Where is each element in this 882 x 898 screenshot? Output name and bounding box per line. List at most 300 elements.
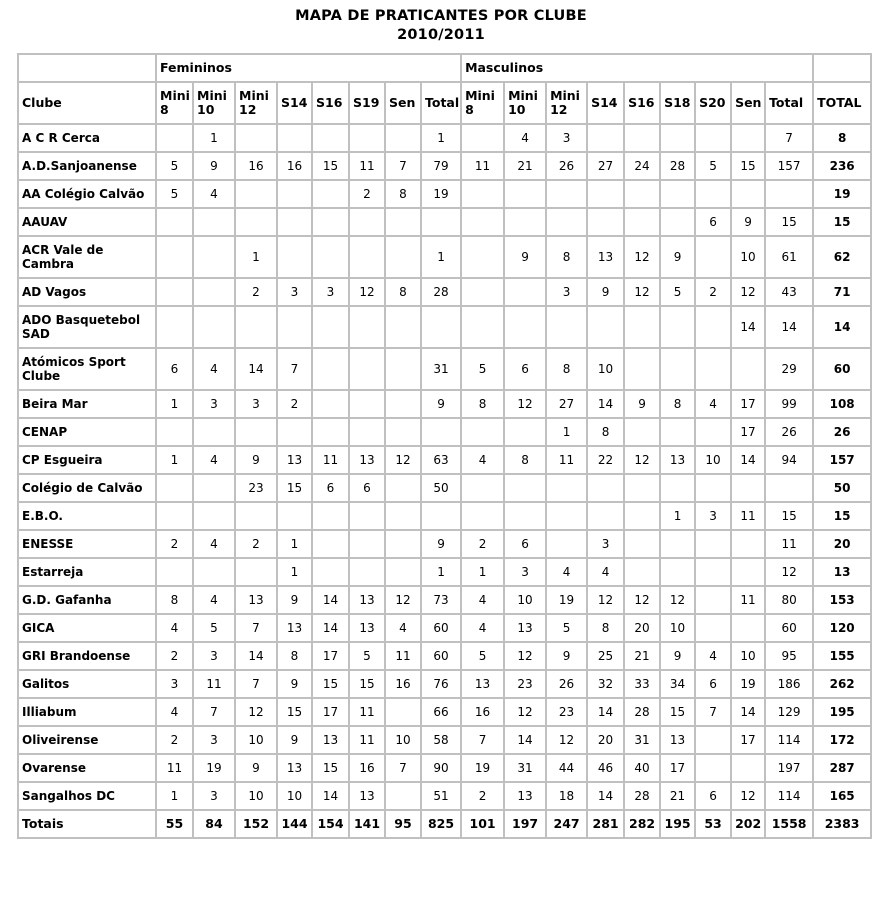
club-name: Ovarense	[18, 754, 156, 782]
cell-masculinos-5: 9	[660, 642, 695, 670]
cell-masculinos-3	[587, 124, 624, 152]
cell-masculinos-5: 5	[660, 278, 695, 306]
cell-femininos-5: 11	[349, 698, 385, 726]
club-name: Oliveirense	[18, 726, 156, 754]
cell-masculinos-8: 7	[765, 124, 813, 152]
cell-femininos-2	[235, 124, 277, 152]
cell-femininos-2: 14	[235, 642, 277, 670]
cell-femininos-0	[156, 474, 193, 502]
cell-femininos-4: 17	[312, 698, 349, 726]
cell-masculinos-4: 28	[624, 782, 660, 810]
cell-masculinos-5: 10	[660, 614, 695, 642]
cell-masculinos-8: 43	[765, 278, 813, 306]
table-row	[18, 124, 871, 152]
cell-femininos-7: 79	[421, 152, 461, 180]
cell-grand-total: 15	[813, 208, 871, 236]
cell-masculinos-2: 23	[546, 698, 587, 726]
cell-grand-total: 13	[813, 558, 871, 586]
column-header-femininos-0: Mini 8	[156, 82, 193, 124]
cell-femininos-0: 2	[156, 726, 193, 754]
cell-femininos-6	[385, 390, 421, 418]
cell-femininos-1	[193, 474, 235, 502]
cell-femininos-7	[421, 306, 461, 348]
cell-masculinos-7: 10	[731, 236, 765, 278]
cell-femininos-2: 2	[235, 530, 277, 558]
cell-masculinos-8	[765, 180, 813, 208]
cell-masculinos-2	[546, 502, 587, 530]
cell-masculinos-6	[695, 558, 731, 586]
cell-femininos-2: 23	[235, 474, 277, 502]
cell-masculinos-3: 4	[587, 558, 624, 586]
cell-masculinos-4: 28	[624, 698, 660, 726]
totals-row	[18, 810, 871, 838]
cell-femininos-1	[193, 502, 235, 530]
club-name: AD Vagos	[18, 278, 156, 306]
cell-masculinos-6: 10	[695, 446, 731, 474]
cell-masculinos-0	[461, 208, 504, 236]
cell-femininos-6	[385, 418, 421, 446]
cell-masculinos-0	[461, 502, 504, 530]
total-femininos-6: 95	[385, 810, 421, 838]
cell-femininos-0: 5	[156, 180, 193, 208]
cell-femininos-4	[312, 530, 349, 558]
table-row	[18, 474, 871, 502]
cell-masculinos-5: 8	[660, 390, 695, 418]
cell-femininos-0: 4	[156, 614, 193, 642]
cell-masculinos-8: 26	[765, 418, 813, 446]
cell-femininos-5	[349, 236, 385, 278]
cell-femininos-7: 60	[421, 614, 461, 642]
cell-femininos-1	[193, 306, 235, 348]
cell-grand-total: 195	[813, 698, 871, 726]
cell-masculinos-3: 32	[587, 670, 624, 698]
cell-masculinos-6	[695, 530, 731, 558]
cell-femininos-1: 7	[193, 698, 235, 726]
cell-femininos-4	[312, 502, 349, 530]
table-row	[18, 390, 871, 418]
cell-masculinos-2: 44	[546, 754, 587, 782]
cell-femininos-1: 4	[193, 586, 235, 614]
cell-femininos-3: 2	[277, 390, 312, 418]
cell-femininos-3: 1	[277, 530, 312, 558]
table-row	[18, 754, 871, 782]
group-header-row	[18, 54, 871, 82]
cell-femininos-0	[156, 306, 193, 348]
cell-masculinos-8: 114	[765, 782, 813, 810]
title-line-1: MAPA DE PRATICANTES POR CLUBE	[295, 8, 587, 24]
cell-grand-total: 120	[813, 614, 871, 642]
table-row	[18, 782, 871, 810]
total-masculinos-2: 247	[546, 810, 587, 838]
cell-femininos-2: 3	[235, 390, 277, 418]
cell-masculinos-1	[504, 278, 546, 306]
cell-masculinos-8: 99	[765, 390, 813, 418]
cell-masculinos-3: 14	[587, 698, 624, 726]
cell-masculinos-6	[695, 754, 731, 782]
club-name: GRI Brandoense	[18, 642, 156, 670]
cell-masculinos-3: 8	[587, 614, 624, 642]
cell-femininos-2	[235, 306, 277, 348]
cell-masculinos-6: 7	[695, 698, 731, 726]
cell-femininos-0: 3	[156, 670, 193, 698]
cell-femininos-2	[235, 208, 277, 236]
cell-masculinos-2: 19	[546, 586, 587, 614]
cell-femininos-7: 9	[421, 530, 461, 558]
cell-femininos-7: 58	[421, 726, 461, 754]
cell-grand-total: 287	[813, 754, 871, 782]
cell-masculinos-4	[624, 530, 660, 558]
cell-femininos-5: 16	[349, 754, 385, 782]
cell-femininos-6	[385, 698, 421, 726]
column-header-masculinos-3: S14	[587, 82, 624, 124]
column-header-femininos-3: S14	[277, 82, 312, 124]
total-masculinos-6: 53	[695, 810, 731, 838]
column-header-femininos-6: Sen	[385, 82, 421, 124]
cell-masculinos-0: 4	[461, 446, 504, 474]
cell-femininos-5: 11	[349, 152, 385, 180]
cell-grand-total: 50	[813, 474, 871, 502]
cell-masculinos-4: 12	[624, 446, 660, 474]
club-name: Atómicos Sport Clube	[18, 348, 156, 390]
cell-femininos-0	[156, 558, 193, 586]
cell-femininos-5: 5	[349, 642, 385, 670]
cell-masculinos-7	[731, 530, 765, 558]
total-grand-total: 2383	[813, 810, 871, 838]
cell-femininos-3: 9	[277, 726, 312, 754]
cell-femininos-6	[385, 208, 421, 236]
cell-masculinos-0: 4	[461, 586, 504, 614]
cell-femininos-4: 15	[312, 670, 349, 698]
cell-masculinos-1: 12	[504, 698, 546, 726]
cell-femininos-2	[235, 502, 277, 530]
cell-masculinos-2: 26	[546, 152, 587, 180]
cell-femininos-7	[421, 502, 461, 530]
cell-femininos-5	[349, 348, 385, 390]
cell-masculinos-7: 14	[731, 446, 765, 474]
cell-masculinos-1: 4	[504, 124, 546, 152]
cell-femininos-4: 14	[312, 782, 349, 810]
cell-masculinos-8: 15	[765, 208, 813, 236]
cell-masculinos-7: 11	[731, 586, 765, 614]
cell-masculinos-0: 7	[461, 726, 504, 754]
cell-masculinos-2	[546, 208, 587, 236]
cell-masculinos-7: 17	[731, 390, 765, 418]
column-header-masculinos-5: S18	[660, 82, 695, 124]
cell-femininos-4: 3	[312, 278, 349, 306]
cell-masculinos-4	[624, 208, 660, 236]
cell-masculinos-7: 19	[731, 670, 765, 698]
cell-femininos-3: 13	[277, 754, 312, 782]
cell-femininos-5: 12	[349, 278, 385, 306]
cell-femininos-6	[385, 502, 421, 530]
cell-masculinos-8: 94	[765, 446, 813, 474]
cell-masculinos-4	[624, 474, 660, 502]
club-name: A.D.Sanjoanense	[18, 152, 156, 180]
cell-masculinos-2	[546, 530, 587, 558]
cell-femininos-0: 1	[156, 446, 193, 474]
cell-femininos-6: 12	[385, 446, 421, 474]
table-row	[18, 670, 871, 698]
club-name: E.B.O.	[18, 502, 156, 530]
cell-femininos-2: 13	[235, 586, 277, 614]
cell-femininos-7: 51	[421, 782, 461, 810]
cell-masculinos-5: 28	[660, 152, 695, 180]
cell-femininos-2	[235, 180, 277, 208]
cell-masculinos-5: 17	[660, 754, 695, 782]
cell-femininos-2: 9	[235, 754, 277, 782]
cell-masculinos-5: 1	[660, 502, 695, 530]
cell-grand-total: 62	[813, 236, 871, 278]
cell-masculinos-0: 1	[461, 558, 504, 586]
table-row	[18, 306, 871, 348]
total-femininos-3: 144	[277, 810, 312, 838]
cell-femininos-3: 16	[277, 152, 312, 180]
table-row	[18, 502, 871, 530]
cell-masculinos-0: 2	[461, 530, 504, 558]
cell-femininos-6: 8	[385, 278, 421, 306]
cell-femininos-4: 14	[312, 586, 349, 614]
cell-femininos-6: 11	[385, 642, 421, 670]
cell-masculinos-5	[660, 558, 695, 586]
cell-femininos-7: 76	[421, 670, 461, 698]
table-row	[18, 278, 871, 306]
group-header-femininos: Femininos	[156, 54, 461, 82]
cell-masculinos-4: 12	[624, 586, 660, 614]
cell-masculinos-5: 15	[660, 698, 695, 726]
cell-masculinos-8	[765, 474, 813, 502]
cell-masculinos-3: 25	[587, 642, 624, 670]
cell-masculinos-6	[695, 180, 731, 208]
cell-masculinos-3: 10	[587, 348, 624, 390]
cell-masculinos-1: 9	[504, 236, 546, 278]
cell-masculinos-7	[731, 754, 765, 782]
column-header-masculinos-6: S20	[695, 82, 731, 124]
table-row	[18, 586, 871, 614]
cell-grand-total: 8	[813, 124, 871, 152]
total-masculinos-7: 202	[731, 810, 765, 838]
cell-femininos-6	[385, 236, 421, 278]
cell-masculinos-5	[660, 306, 695, 348]
cell-femininos-0: 2	[156, 530, 193, 558]
cell-femininos-4	[312, 390, 349, 418]
club-name: ADO Basquetebol SAD	[18, 306, 156, 348]
cell-grand-total: 19	[813, 180, 871, 208]
cell-femininos-0: 4	[156, 698, 193, 726]
cell-masculinos-4: 12	[624, 278, 660, 306]
cell-masculinos-2: 5	[546, 614, 587, 642]
cell-masculinos-6: 4	[695, 390, 731, 418]
cell-masculinos-6	[695, 474, 731, 502]
cell-masculinos-5	[660, 530, 695, 558]
cell-femininos-6	[385, 558, 421, 586]
cell-femininos-6: 10	[385, 726, 421, 754]
cell-femininos-6: 4	[385, 614, 421, 642]
cell-femininos-1	[193, 558, 235, 586]
cell-femininos-3: 9	[277, 670, 312, 698]
cell-masculinos-8: 29	[765, 348, 813, 390]
cell-masculinos-1: 31	[504, 754, 546, 782]
cell-masculinos-2: 8	[546, 236, 587, 278]
cell-masculinos-6	[695, 306, 731, 348]
cell-masculinos-3: 22	[587, 446, 624, 474]
column-header-femininos-5: S19	[349, 82, 385, 124]
club-name: Galitos	[18, 670, 156, 698]
club-name: Illiabum	[18, 698, 156, 726]
table-body	[18, 124, 871, 838]
cell-femininos-4	[312, 306, 349, 348]
cell-femininos-1: 9	[193, 152, 235, 180]
cell-masculinos-1	[504, 474, 546, 502]
cell-masculinos-8: 11	[765, 530, 813, 558]
total-femininos-1: 84	[193, 810, 235, 838]
totals-label: Totais	[18, 810, 156, 838]
cell-grand-total: 60	[813, 348, 871, 390]
cell-masculinos-5: 21	[660, 782, 695, 810]
cell-femininos-7: 9	[421, 390, 461, 418]
cell-femininos-3: 15	[277, 698, 312, 726]
cell-masculinos-0	[461, 474, 504, 502]
cell-masculinos-8: 186	[765, 670, 813, 698]
cell-grand-total: 157	[813, 446, 871, 474]
cell-femininos-7: 1	[421, 124, 461, 152]
cell-masculinos-6	[695, 418, 731, 446]
cell-femininos-3	[277, 502, 312, 530]
cell-masculinos-5	[660, 124, 695, 152]
cell-femininos-0	[156, 502, 193, 530]
cell-grand-total: 165	[813, 782, 871, 810]
cell-femininos-6	[385, 530, 421, 558]
cell-femininos-3: 13	[277, 446, 312, 474]
cell-masculinos-1: 12	[504, 642, 546, 670]
cell-masculinos-7: 15	[731, 152, 765, 180]
cell-masculinos-4	[624, 348, 660, 390]
cell-masculinos-8: 12	[765, 558, 813, 586]
cell-masculinos-6	[695, 726, 731, 754]
cell-masculinos-1	[504, 306, 546, 348]
cell-grand-total: 14	[813, 306, 871, 348]
column-header-row	[18, 82, 871, 124]
cell-femininos-1: 5	[193, 614, 235, 642]
cell-masculinos-3	[587, 208, 624, 236]
cell-masculinos-8: 129	[765, 698, 813, 726]
cell-femininos-5: 2	[349, 180, 385, 208]
cell-masculinos-6: 4	[695, 642, 731, 670]
cell-masculinos-1: 10	[504, 586, 546, 614]
cell-femininos-3	[277, 124, 312, 152]
cell-femininos-2: 2	[235, 278, 277, 306]
cell-masculinos-5	[660, 418, 695, 446]
cell-femininos-7: 28	[421, 278, 461, 306]
cell-masculinos-0	[461, 124, 504, 152]
cell-masculinos-4	[624, 306, 660, 348]
cell-femininos-2: 10	[235, 782, 277, 810]
cell-masculinos-8: 15	[765, 502, 813, 530]
cell-grand-total: 172	[813, 726, 871, 754]
cell-femininos-3	[277, 236, 312, 278]
cell-masculinos-7	[731, 558, 765, 586]
cell-femininos-3: 1	[277, 558, 312, 586]
cell-masculinos-2: 27	[546, 390, 587, 418]
column-header-masculinos-0: Mini 8	[461, 82, 504, 124]
cell-masculinos-3: 12	[587, 586, 624, 614]
cell-masculinos-8: 114	[765, 726, 813, 754]
cell-femininos-1: 4	[193, 530, 235, 558]
cell-masculinos-4	[624, 180, 660, 208]
cell-femininos-2: 12	[235, 698, 277, 726]
cell-femininos-6: 7	[385, 754, 421, 782]
cell-masculinos-1: 8	[504, 446, 546, 474]
table-row	[18, 558, 871, 586]
cell-masculinos-4	[624, 418, 660, 446]
cell-grand-total: 108	[813, 390, 871, 418]
cell-femininos-2: 16	[235, 152, 277, 180]
cell-masculinos-0	[461, 306, 504, 348]
cell-masculinos-5: 13	[660, 446, 695, 474]
cell-masculinos-7	[731, 474, 765, 502]
cell-masculinos-0	[461, 236, 504, 278]
cell-masculinos-8: 80	[765, 586, 813, 614]
cell-masculinos-3: 14	[587, 782, 624, 810]
cell-masculinos-3: 27	[587, 152, 624, 180]
column-header-masculinos-2: Mini 12	[546, 82, 587, 124]
cell-femininos-5: 13	[349, 614, 385, 642]
table-row	[18, 208, 871, 236]
column-header-femininos-1: Mini 10	[193, 82, 235, 124]
cell-masculinos-5: 9	[660, 236, 695, 278]
cell-masculinos-8: 60	[765, 614, 813, 642]
cell-femininos-7: 63	[421, 446, 461, 474]
cell-masculinos-1: 23	[504, 670, 546, 698]
cell-masculinos-5	[660, 208, 695, 236]
cell-femininos-1: 3	[193, 642, 235, 670]
total-masculinos-0: 101	[461, 810, 504, 838]
cell-femininos-4: 13	[312, 726, 349, 754]
cell-masculinos-4: 12	[624, 236, 660, 278]
title-line-2: 2010/2011	[397, 27, 485, 43]
cell-femininos-3: 7	[277, 348, 312, 390]
cell-masculinos-0: 4	[461, 614, 504, 642]
club-name: AA Colégio Calvão	[18, 180, 156, 208]
cell-femininos-1: 4	[193, 180, 235, 208]
cell-masculinos-7: 12	[731, 782, 765, 810]
cell-masculinos-2: 8	[546, 348, 587, 390]
cell-femininos-5	[349, 558, 385, 586]
cell-masculinos-2: 3	[546, 278, 587, 306]
cell-masculinos-1: 13	[504, 782, 546, 810]
cell-masculinos-0: 11	[461, 152, 504, 180]
cell-masculinos-8: 14	[765, 306, 813, 348]
cell-femininos-3	[277, 306, 312, 348]
cell-masculinos-0: 19	[461, 754, 504, 782]
cell-masculinos-2: 12	[546, 726, 587, 754]
cell-masculinos-1: 3	[504, 558, 546, 586]
cell-femininos-4: 14	[312, 614, 349, 642]
cell-femininos-5: 15	[349, 670, 385, 698]
cell-masculinos-7: 14	[731, 306, 765, 348]
cell-masculinos-5: 12	[660, 586, 695, 614]
cell-masculinos-3: 8	[587, 418, 624, 446]
total-masculinos-5: 195	[660, 810, 695, 838]
cell-femininos-1: 11	[193, 670, 235, 698]
cell-femininos-2: 1	[235, 236, 277, 278]
cell-femininos-7	[421, 418, 461, 446]
table-row	[18, 418, 871, 446]
cell-femininos-4: 11	[312, 446, 349, 474]
total-femininos-2: 152	[235, 810, 277, 838]
table-row	[18, 642, 871, 670]
total-masculinos-3: 281	[587, 810, 624, 838]
cell-femininos-1	[193, 208, 235, 236]
